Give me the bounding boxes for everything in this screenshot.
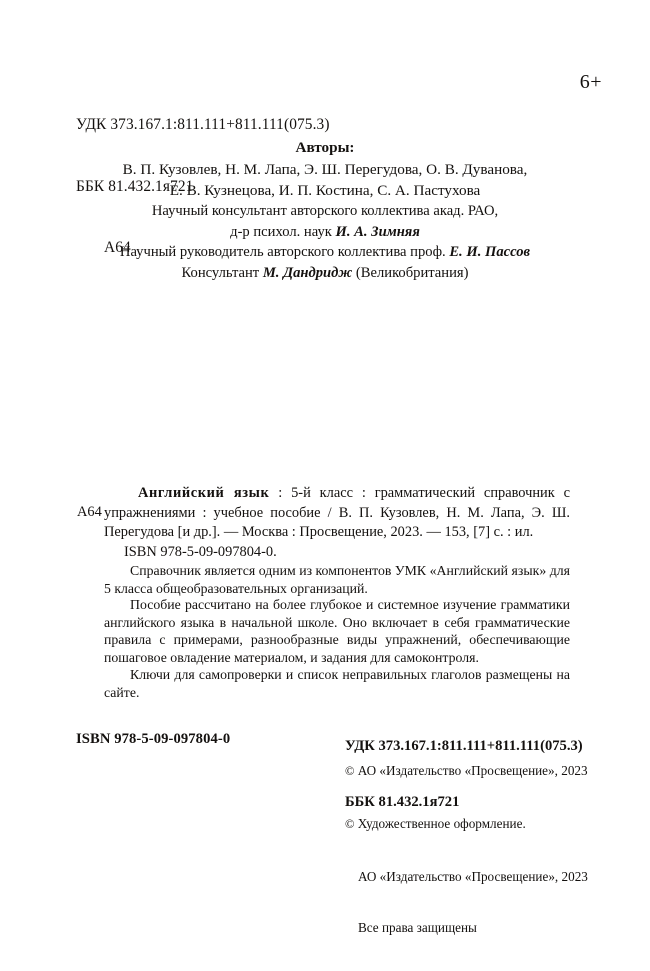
- consultant-line-3-prefix: Научный руководитель авторского коллектива проф.: [119, 244, 450, 261]
- copyright-icon-2: ©: [345, 817, 355, 832]
- consultant-line-4-prefix: Консультант: [181, 264, 263, 281]
- copyright-line-1: [345, 762, 588, 780]
- consultant-line-2-prefix: д-р психол. наук: [230, 223, 336, 240]
- copyright-line-2-text: Художественное оформление.: [354, 816, 526, 832]
- consultant-name-passov: Е. И. Пассов: [449, 244, 531, 261]
- copyright-line-2: [345, 815, 588, 833]
- copyright-line-1-text: АО «Издательство «Просвещение», 2023: [354, 763, 588, 779]
- udk-line-top: УДК 373.167.1:811.111+811.111(075.3): [76, 116, 330, 133]
- authors-heading: Авторы:: [295, 139, 355, 156]
- author-mark-top: А64: [104, 239, 131, 256]
- annotation-block-3: [104, 666, 570, 701]
- udk-line-repeat: УДК 373.167.1:811.111+811.111(075.3): [345, 738, 583, 755]
- copyright-line-4: Все права защищены: [358, 920, 477, 936]
- copyright-icon-1: ©: [345, 764, 355, 779]
- annotation-block-2: [104, 596, 570, 666]
- consultant-line-3: [0, 242, 650, 263]
- annotation-block-1: [104, 562, 570, 597]
- author-mark-bibliographic: А64: [77, 504, 102, 520]
- age-rating-badge: 6+: [579, 71, 602, 93]
- consultant-line-4: [0, 263, 650, 284]
- consultant-line-2: [0, 222, 650, 243]
- bibliographic-description: [104, 484, 570, 543]
- copyright-block: [345, 728, 588, 971]
- authors-line-2: Е. В. Кузнецова, И. П. Костина, С. А. Пастухова: [169, 182, 481, 199]
- consultant-line-1: Научный консультант авторского коллектива акад. РАО,: [151, 203, 499, 219]
- isbn-inline: ISBN 978-5-09-097804-0.: [124, 544, 277, 560]
- annotation-paragraph-3: Ключи для самопроверки и список неправильных глаголов размещены на сайте.: [104, 667, 570, 700]
- copyright-line-3: АО «Издательство «Просвещение», 2023: [358, 868, 588, 884]
- publication-title: Английский язык: [138, 485, 270, 501]
- consultant-line-4-suffix: (Великобритания): [352, 264, 469, 281]
- annotation-paragraph-2: Пособие рассчитано на более глубокое и системное изучение грамматики английского языка в начальной школе. Оно включает в себя грамматические правила с примерами, разнообразные виды упражнений, обеспечивающие пошаговое овладение материалом, и задания для самоконтроля.: [104, 597, 570, 665]
- bbk-line-top: ББК 81.432.1я721: [76, 177, 194, 195]
- authors-block: [0, 137, 650, 202]
- isbn-footer: ISBN 978-5-09-097804-0: [76, 731, 231, 747]
- publication-details: : 5-й класс : грамматический справочник с упражнениями : учебное пособие / В. П. Кузовлев, Н. М. Лапа, Э. Ш. Перегудова [и др.]. — Москва : Просвещение, 2023. — 153, [7] с. : ил.: [104, 485, 571, 541]
- consultant-name-zimnyaya: И. А. Зимняя: [335, 223, 420, 240]
- bibliographic-entry: [104, 484, 570, 543]
- bbk-line-repeat: ББК 81.432.1я721: [345, 793, 460, 810]
- consultants-block: [0, 201, 650, 283]
- annotation-paragraph-1: Справочник является одним из компонентов УМК «Английский язык» для 5 класса общеобразовательных организаций.: [104, 563, 570, 596]
- consultant-name-dandridge: М. Дандридж: [262, 264, 353, 281]
- authors-line-1: В. П. Кузовлев, Н. М. Лапа, Э. Ш. Перегудова, О. В. Дуванова,: [122, 160, 528, 178]
